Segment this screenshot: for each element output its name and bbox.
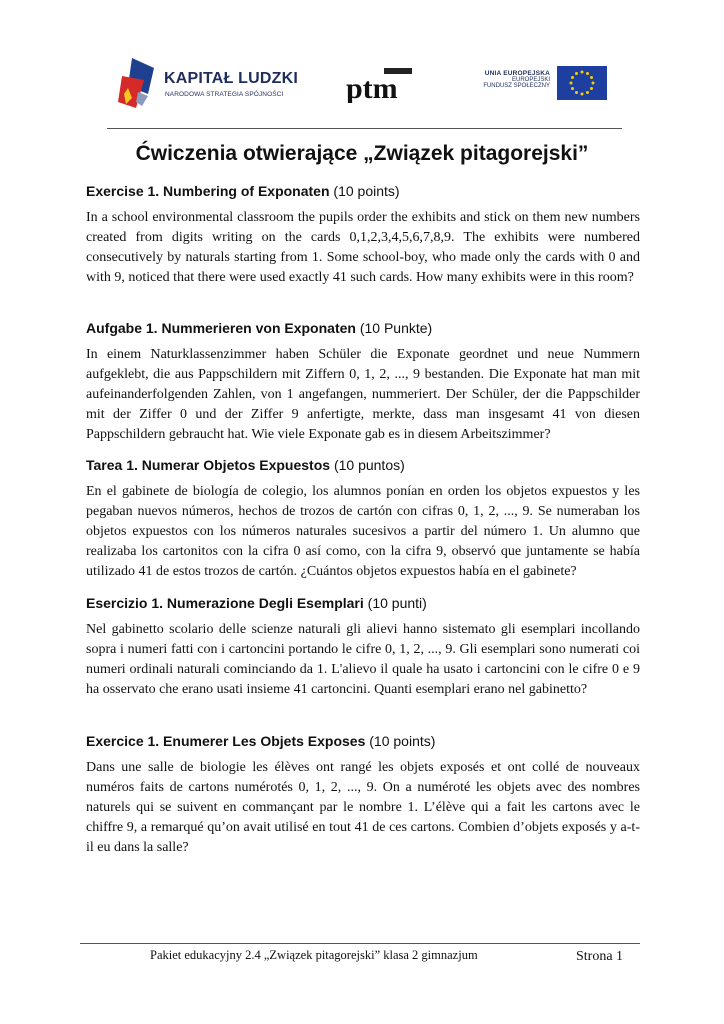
section-heading <box>86 456 640 474</box>
page-header <box>110 52 620 124</box>
eu-line-1: UNIA EUROPEJSKA <box>484 70 550 77</box>
section-points: (10 Punkte) <box>355 320 433 336</box>
page-number: Strona 1 <box>576 949 624 964</box>
section-text: In a school environmental classroom the pupils order the exhibits and stick on them new numbers created from digits writing on the cards 0,1,2,3,4,5,6,7,8,9. The exhibits were numbered consecutively by naturals starting from 1. Some school-boy, who made only the cards with 0 and with 9, noticed that there were used exactly 41 such cards. How many exhibits were in this room? <box>86 210 640 285</box>
kapital-ludzki-logo <box>118 58 308 110</box>
footer-text: Pakiet edukacyjny 2.4 „Związek pitagorejski” klasa 2 gimnazjum <box>150 948 478 962</box>
section-title: Exercice 1. Enumerer Les Objets Exposes <box>86 733 366 749</box>
header-divider <box>107 128 622 129</box>
section-title: Aufgabe 1. Nummerieren von Exponaten <box>86 320 356 336</box>
section-title: Esercizio 1. Numerazione Degli Esemplari <box>86 595 364 611</box>
eu-fund-label <box>450 70 550 89</box>
kapital-ludzki-emblem-icon <box>118 58 158 110</box>
section-french <box>86 732 640 858</box>
section-title: Tarea 1. Numerar Objetos Expuestos <box>86 457 331 473</box>
section-heading <box>86 182 640 200</box>
eu-flag-icon <box>557 66 607 100</box>
page-title: Ćwiczenia otwierające „Związek pitagorejski” <box>135 142 589 165</box>
ptm-logo-text: ptm <box>346 72 398 103</box>
section-text: Dans une salle de biologie les élèves ont rangé les objets exposés et ont collé de nouveaux numéros faits de cartons numérotés 0, 1, 2, ..., 9. On a numéroté les objets avec des nombres naturels qui se suivent en commançant par le nombre 1. L’élève qui a fait les cartons avec le chiffre 9, a remarqué qu’on avait utilisé en tout 41 de ces cartons. Combien d’objets exposés y a-t-il eu dans la salle? <box>86 760 640 855</box>
section-english <box>86 182 640 288</box>
section-points: (10 points) <box>329 183 400 199</box>
section-german <box>86 319 640 445</box>
section-heading <box>86 732 640 750</box>
kapital-ludzki-subtitle: NARODOWA STRATEGIA SPÓJNOŚCI <box>165 91 284 98</box>
section-title: Exercise 1. Numbering of Exponaten <box>86 183 330 199</box>
section-heading <box>86 319 640 337</box>
footer-divider <box>80 943 640 944</box>
section-points: (10 points) <box>365 733 436 749</box>
section-italian <box>86 594 640 700</box>
ptm-logo <box>342 67 414 103</box>
eu-line-2: EUROPEJSKI <box>511 77 550 83</box>
kapital-ludzki-name: KAPITAŁ LUDZKI <box>164 70 299 87</box>
section-heading <box>86 594 640 612</box>
eu-line-3: FUNDUSZ SPOŁECZNY <box>483 83 550 89</box>
section-points: (10 puntos) <box>330 457 405 473</box>
section-text: En el gabinete de biología de colegio, los alumnos ponían en orden los objetos expuestos y les pegaban nuevos números, hechos de trozos de cartón con cifras 0, 1, 2, ..., 9. Se numeraban los objetos expuestos con los números naturales sucesivos a partir del número 1. Un alumno que realizaba los cartonitos con la cifra 0 así como, con la cifra 9, observó que juntamente se había utilizado 41 de estos trozos de cartón. ¿Cuántos objetos expuestos había en el gabinete? <box>86 484 640 579</box>
section-text: In einem Naturklassenzimmer haben Schüler die Exponate geordnet und neue Nummern aufgeklebt, die aus Pappschildern mit Ziffern 0, 1, 2, ..., 9 bestanden. Die Exponate hat man mit aufeinanderfolgenden Zahlen, von 1 angefangen, nummeriert. Der Schüler, der die Pappschilder mit der Ziffer 0 und der Ziffer 9 anfertigte, merkte, dass man insgesamt 41 von diesen Pappschildern gebraucht hat. Wie viele Exponate gab es in diesem Arbeitszimmer? <box>86 347 640 442</box>
section-spanish <box>86 456 640 582</box>
section-points: (10 punti) <box>363 595 427 611</box>
section-text: Nel gabinetto scolario delle scienze naturali gli alievi hanno sistemato gli esemplari incollando sopra i numeri fatti con i cartoncini portando le cifre 0, 1, 2, ..., 9. Gli esemplari sono numerati coi numeri ordinali naturali cominciando da 1. L'alievo il quale ha usato i cartoncini con le cifre 0 e 9 ha osservato che erano usati insieme 41 cartoncini. Quanti esemplari erano nel gabinetto? <box>86 622 640 697</box>
